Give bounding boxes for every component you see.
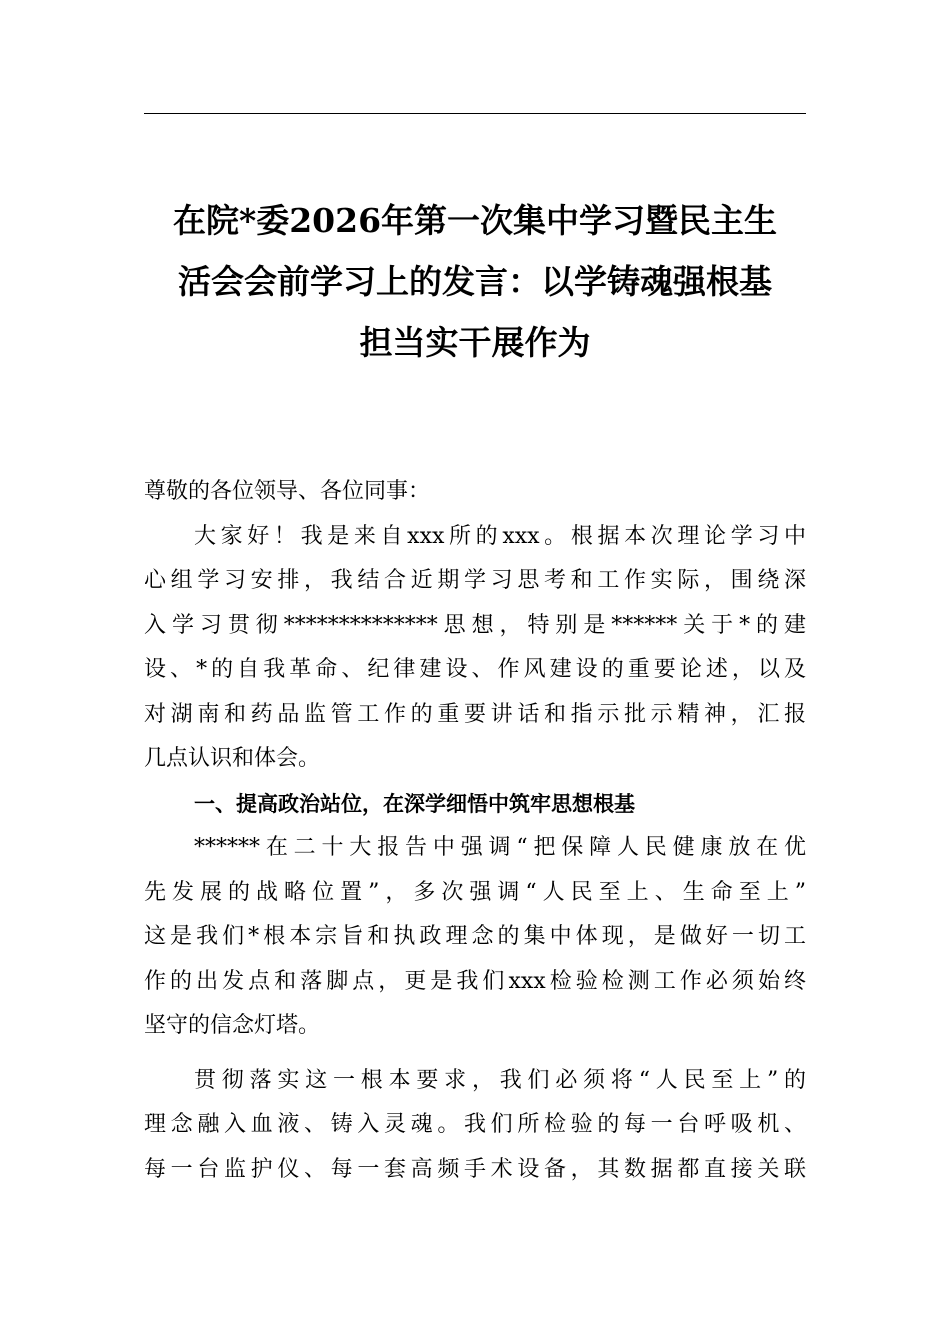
document-title [140, 190, 810, 373]
paragraph-line: 入学习贯彻**************思想，特别是******关于*的建 [144, 612, 806, 638]
section-heading: 一、提高政治站位，在深学细悟中筑牢思想根基 [194, 791, 635, 816]
paragraph-line: 这是我们*根本宗旨和执政理念的集中体现，是做好一切工 [144, 924, 806, 949]
paragraph-line: 心组学习安排，我结合近期学习思考和工作实际，围绕深 [144, 568, 806, 593]
paragraph-line: 作的出发点和落脚点，更是我们xxx检验检测工作必须始终 [144, 968, 806, 994]
paragraph-line: 贯彻落实这一根本要求，我们必须将“人民至上”的 [194, 1067, 806, 1093]
paragraph-line: 先发展的战略位置”，多次强调“人民至上、生命至上” [144, 879, 806, 905]
paragraph-line: 设、*的自我革命、纪律建设、作风建设的重要论述，以及 [144, 657, 806, 682]
paragraph-line: 每一台监护仪、每一套高频手术设备，其数据都直接关联 [144, 1156, 806, 1182]
title-line: 活会会前学习上的发言：以学铸魂强根基 [178, 262, 772, 301]
paragraph-line: 理念融入血液、铸入灵魂。我们所检验的每一台呼吸机、 [144, 1112, 806, 1137]
paragraph-line: 几点认识和体会。 [144, 746, 321, 771]
document-body [144, 470, 806, 1192]
title-line: 在院*委2026年第一次集中学习暨民主生 [172, 201, 778, 240]
header-rule [144, 113, 806, 114]
paragraph-line: ******在二十大报告中强调“把保障人民健康放在优 [194, 835, 806, 860]
salutation: 尊敬的各位领导、各位同事： [144, 479, 431, 504]
paragraph-section1 [144, 826, 806, 1049]
title-line: 担当实干展作为 [359, 323, 591, 362]
paragraph-intro [144, 515, 806, 782]
paragraph-spacer [144, 1049, 806, 1059]
paragraph-line: 坚守的信念灯塔。 [144, 1013, 321, 1038]
paragraph-section1-b [144, 1059, 806, 1193]
paragraph-line: 对湖南和药品监管工作的重要讲话和指示批示精神，汇报 [144, 701, 806, 727]
paragraph-line: 大家好！我是来自xxx所的xxx。根据本次理论学习中 [194, 523, 806, 549]
